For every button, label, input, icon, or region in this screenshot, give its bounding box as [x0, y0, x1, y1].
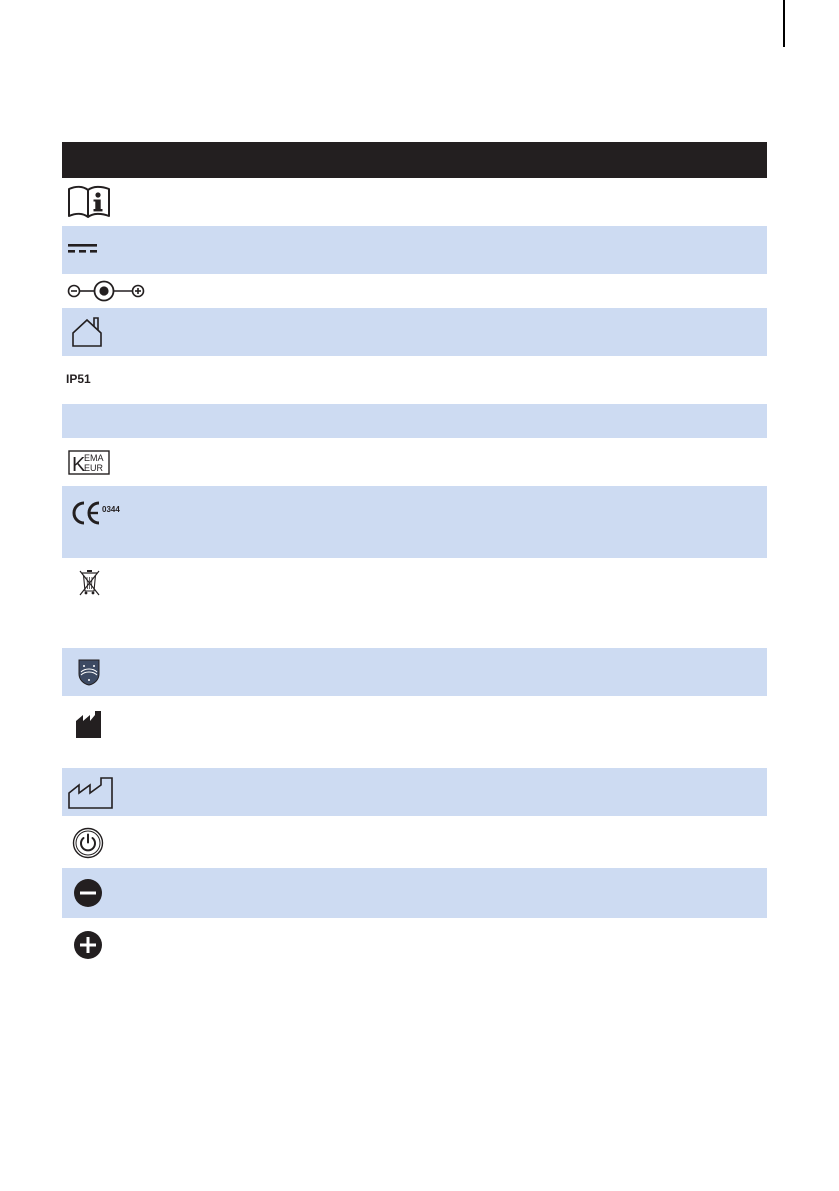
kema-top-text: EMA: [84, 453, 104, 463]
table-row: [62, 696, 767, 768]
table-row: [62, 486, 767, 558]
weee-crossed-bin-icon: [78, 568, 102, 598]
ce-notified-body-number: 0344: [102, 505, 120, 514]
philips-shield-icon: [77, 657, 101, 687]
table-row: [62, 178, 767, 226]
margin-marker-line: [783, 0, 785, 47]
table-row: [62, 274, 767, 308]
dc-polarity-icon: [66, 279, 156, 303]
ce-mark-icon: [68, 500, 138, 526]
direct-current-icon: [66, 240, 106, 260]
table-row: [62, 816, 767, 868]
table-row: [62, 768, 767, 816]
indoor-use-icon: [70, 316, 110, 350]
table-row: [62, 438, 767, 486]
table-row: [62, 308, 767, 356]
table-row: [62, 558, 767, 648]
minus-button-icon: [73, 878, 103, 908]
table-row: [62, 918, 767, 968]
kema-keur-icon: [68, 450, 112, 476]
kema-k-letter: K: [72, 454, 86, 476]
table-header-bar: [62, 142, 767, 178]
kema-bottom-text: EUR: [84, 463, 104, 473]
table-row: [62, 868, 767, 918]
table-row: [62, 356, 767, 404]
plus-button-icon: [73, 930, 103, 960]
table-row: [62, 226, 767, 274]
symbols-table: [62, 142, 767, 968]
manufacturer-icon: [74, 710, 104, 740]
table-row: [62, 648, 767, 696]
ip-rating-label: IP51: [66, 372, 91, 386]
date-of-manufacture-icon: [66, 772, 118, 810]
table-row: [62, 404, 767, 438]
power-button-icon: [72, 827, 104, 859]
read-instructions-icon: [66, 183, 112, 219]
